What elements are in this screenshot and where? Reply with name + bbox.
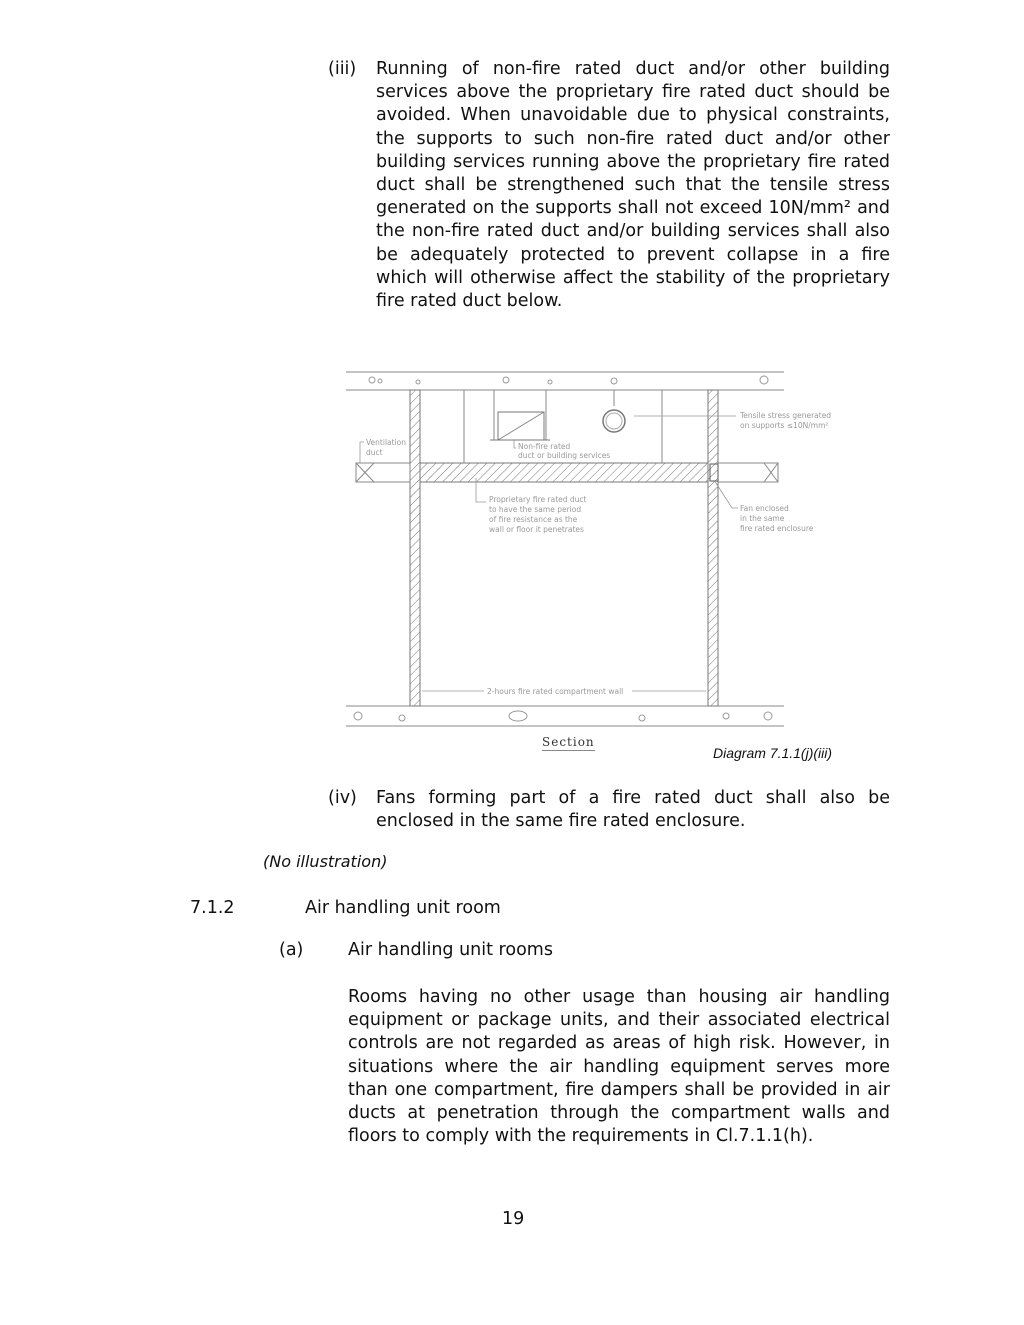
proprietary-fire-rated-duct xyxy=(420,463,708,482)
section-712-title: Air handling unit room xyxy=(305,898,501,918)
item-a-title: Air handling unit rooms xyxy=(348,940,553,960)
label-fan-1: Fan enclosed xyxy=(740,504,789,513)
section-label: Section xyxy=(542,735,595,749)
no-illustration-note: (No illustration) xyxy=(263,852,388,871)
label-prop-2: to have the same period xyxy=(489,505,582,514)
label-fan-2: in the same xyxy=(740,514,785,523)
item-iv-text: Fans forming part of a fire rated duct shall also be enclosed in the same fire rated enclosure. xyxy=(376,788,890,832)
label-nonfire-1: Non-fire rated xyxy=(518,442,571,451)
label-prop-4: wall or floor it penetrates xyxy=(489,525,584,534)
label-wall: 2-hours fire rated compartment wall xyxy=(487,687,624,696)
label-tensile-1: Tensile stress generated xyxy=(740,411,832,420)
item-iii-text: Running of non-fire rated duct and/or other building services above the proprietary fire rated duct should be avoided. When unavoidable due to physical constraints, the supports to such non-fire rated duct and/or other building services running above the proprietary fire rated duct shall be strengthened such that the tensile stress generated on the supports shall not exceed 10N/mm² and the non-fire rated duct and/or building services shall also be adequately protected to prevent collapse in a fire which will otherwise affect the stability of the proprietary fire rated duct below. xyxy=(376,59,890,312)
label-tensile-2: on supports ≤10N/mm² xyxy=(740,421,829,430)
label-prop-3: of fire resistance as the xyxy=(489,515,578,524)
right-compartment-wall xyxy=(708,390,718,706)
item-iii-label: (iii) xyxy=(328,59,357,79)
left-compartment-wall xyxy=(410,390,420,706)
diagram-section xyxy=(346,366,846,762)
pipe-icon xyxy=(603,410,625,432)
diagram-caption: Diagram 7.1.1(j)(iii) xyxy=(713,745,833,761)
ventilation-duct-right xyxy=(718,463,778,482)
item-a-label: (a) xyxy=(279,940,304,960)
label-nonfire-2: duct or building services xyxy=(518,451,611,460)
diagram-labels xyxy=(366,411,831,696)
label-fan-3: fire rated enclosure xyxy=(740,524,814,533)
floor-slab xyxy=(346,706,784,726)
label-ventilation-2: duct xyxy=(366,448,383,457)
ventilation-duct-left xyxy=(356,463,410,482)
section-712-number: 7.1.2 xyxy=(190,898,235,918)
diagram-drawing xyxy=(346,366,846,762)
label-ventilation-1: Ventilation xyxy=(366,438,406,447)
label-prop-1: Proprietary fire rated duct xyxy=(489,495,587,504)
ceiling-slab xyxy=(346,372,784,390)
non-fire-rated-duct xyxy=(490,412,550,440)
item-a-text: Rooms having no other usage than housing air handling equipment or package units, and their associated electrical controls are not regarded as areas of high risk. However, in situations where the air handling equipment serves more than one compartment, fire dampers shall be provided in air ducts at penetration through the compartment walls and floors to comply with the requirements in Cl.7.1.1(h). xyxy=(348,987,890,1147)
page-number: 19 xyxy=(502,1209,525,1229)
item-iv-label: (iv) xyxy=(328,788,357,808)
